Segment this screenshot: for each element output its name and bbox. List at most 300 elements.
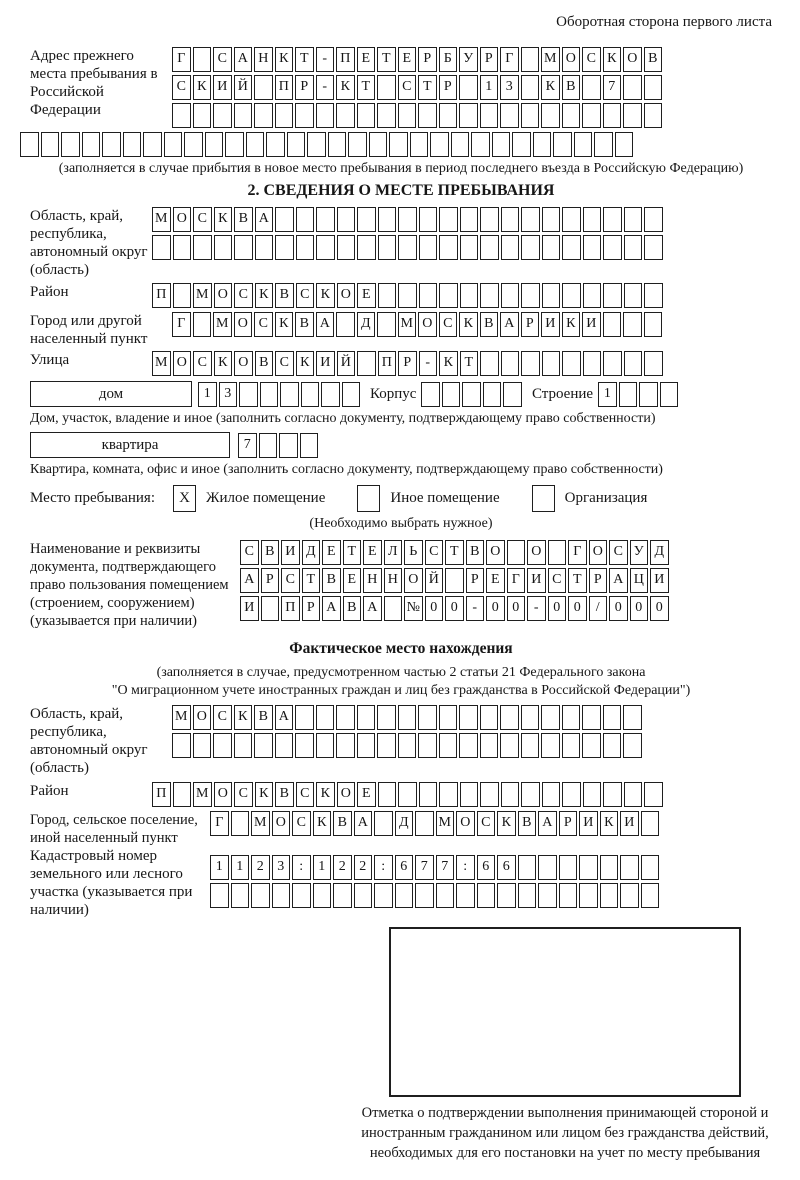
- char-cell: [231, 883, 250, 908]
- char-cell: [374, 883, 393, 908]
- char-cell: Г: [210, 811, 229, 836]
- char-cell: Т: [357, 75, 376, 100]
- char-cell: [583, 351, 602, 376]
- char-cell: [538, 883, 557, 908]
- char-cell: [172, 733, 191, 758]
- char-cell: О: [234, 312, 253, 337]
- char-cell: [497, 883, 516, 908]
- mesto-caption: (Необходимо выбрать нужное): [309, 516, 493, 531]
- mesto-row: [30, 485, 772, 512]
- char-cell: [389, 132, 408, 157]
- char-cell: И: [582, 312, 601, 337]
- char-cell: [644, 75, 663, 100]
- char-cell: [644, 312, 663, 337]
- kadastr-rows: [210, 847, 659, 908]
- char-cell: О: [214, 782, 233, 807]
- char-cell: [337, 207, 356, 232]
- char-cell: О: [214, 283, 233, 308]
- char-cell: К: [600, 811, 619, 836]
- char-cell: П: [281, 596, 300, 621]
- char-cell: [421, 382, 440, 407]
- char-cell: [333, 883, 352, 908]
- char-cell: [623, 705, 642, 730]
- char-cell: [623, 312, 642, 337]
- char-cell: Т: [568, 568, 587, 593]
- char-cell: [503, 382, 522, 407]
- char-cell: К: [296, 351, 315, 376]
- char-cell: Е: [363, 540, 382, 565]
- char-cell: В: [254, 705, 273, 730]
- char-cell: [603, 283, 622, 308]
- prev-address-rows: [172, 47, 662, 128]
- char-cell: М: [541, 47, 560, 72]
- char-cell: [254, 103, 273, 128]
- char-cell: [471, 132, 490, 157]
- char-cell: А: [322, 596, 341, 621]
- char-cell: [82, 132, 101, 157]
- char-cell: 7: [415, 855, 434, 880]
- factual-oblast-label: Область, край, республика, автономный округ (область): [30, 706, 148, 776]
- char-cell: [374, 811, 393, 836]
- char-cell: А: [240, 568, 259, 593]
- char-cell: В: [562, 75, 581, 100]
- char-cell: [480, 733, 499, 758]
- factual-caption-line2: "О миграционном учете иностранных граждан и лиц без гражданства в Российской Федерации"): [111, 683, 691, 698]
- char-cell: К: [336, 75, 355, 100]
- char-cell: В: [480, 312, 499, 337]
- char-cell: Р: [589, 568, 608, 593]
- char-cell: П: [378, 351, 397, 376]
- prev-address-row-1: [172, 47, 662, 72]
- char-cell: Е: [322, 540, 341, 565]
- prev-address-row-4: [20, 132, 772, 157]
- char-cell: [483, 382, 502, 407]
- char-cell: Т: [343, 540, 362, 565]
- char-cell: [518, 855, 537, 880]
- char-cell: [521, 207, 540, 232]
- char-cell: [439, 782, 458, 807]
- char-cell: 6: [497, 855, 516, 880]
- char-cell: [398, 733, 417, 758]
- char-cell: [480, 351, 499, 376]
- kadastr-row-2: [210, 883, 659, 908]
- char-cell: О: [418, 312, 437, 337]
- char-cell: И: [316, 351, 335, 376]
- char-cell: В: [644, 47, 663, 72]
- char-cell: С: [234, 782, 253, 807]
- char-cell: [477, 883, 496, 908]
- char-cell: А: [234, 47, 253, 72]
- char-cell: [164, 132, 183, 157]
- char-cell: [415, 883, 434, 908]
- char-cell: Р: [302, 596, 321, 621]
- char-cell: И: [213, 75, 232, 100]
- char-cell: [480, 235, 499, 260]
- char-cell: [603, 782, 622, 807]
- char-cell: :: [374, 855, 393, 880]
- char-cell: [143, 132, 162, 157]
- char-cell: К: [316, 283, 335, 308]
- char-cell: [377, 103, 396, 128]
- char-cell: [533, 132, 552, 157]
- char-cell: [415, 811, 434, 836]
- char-cell: П: [275, 75, 294, 100]
- char-cell: -: [419, 351, 438, 376]
- char-cell: Р: [295, 75, 314, 100]
- char-cell: А: [609, 568, 628, 593]
- char-cell: [419, 207, 438, 232]
- char-cell: У: [459, 47, 478, 72]
- char-cell: С: [439, 312, 458, 337]
- dom-cells: [198, 382, 360, 407]
- char-cell: [542, 351, 561, 376]
- char-cell: [377, 705, 396, 730]
- oblast-rows: [152, 207, 663, 260]
- char-cell: [357, 351, 376, 376]
- char-cell: [624, 235, 643, 260]
- prev-address-row-3: [172, 103, 662, 128]
- factual-oblast-rows: [172, 705, 642, 758]
- char-cell: [480, 782, 499, 807]
- char-cell: [395, 883, 414, 908]
- char-cell: [193, 47, 212, 72]
- factual-gorod-row: [210, 811, 659, 836]
- char-cell: [521, 47, 540, 72]
- factual-oblast-row-1: [172, 705, 642, 730]
- prev-address-row-2: [172, 75, 662, 100]
- char-cell: [300, 433, 319, 458]
- char-cell: Д: [395, 811, 414, 836]
- char-cell: О: [173, 207, 192, 232]
- char-cell: [542, 207, 561, 232]
- gorod-label: Город или другой населенный пункт: [30, 313, 148, 347]
- char-cell: [439, 235, 458, 260]
- char-cell: [61, 132, 80, 157]
- factual-gorod-block: [30, 811, 772, 847]
- char-cell: М: [172, 705, 191, 730]
- char-cell: С: [172, 75, 191, 100]
- organizatsiya-label: Организация: [564, 490, 648, 506]
- oblast-block: [30, 207, 772, 279]
- char-cell: [460, 782, 479, 807]
- char-cell: [296, 235, 315, 260]
- char-cell: [172, 103, 191, 128]
- char-cell: С: [425, 540, 444, 565]
- char-cell: [501, 235, 520, 260]
- char-cell: И: [240, 596, 259, 621]
- char-cell: [246, 132, 265, 157]
- char-cell: 1: [598, 382, 617, 407]
- char-cell: [279, 433, 298, 458]
- char-cell: [620, 855, 639, 880]
- char-cell: 1: [313, 855, 332, 880]
- char-cell: 0: [486, 596, 505, 621]
- char-cell: Д: [357, 312, 376, 337]
- char-cell: Т: [445, 540, 464, 565]
- page-side-note: Оборотная сторона первого листа: [556, 14, 772, 30]
- char-cell: К: [497, 811, 516, 836]
- ulitsa-row: [152, 351, 663, 376]
- char-cell: С: [193, 207, 212, 232]
- doc-block: [30, 540, 772, 630]
- char-cell: С: [213, 47, 232, 72]
- char-cell: А: [500, 312, 519, 337]
- char-cell: А: [316, 312, 335, 337]
- char-cell: [603, 235, 622, 260]
- char-cell: [644, 235, 663, 260]
- char-cell: Р: [439, 75, 458, 100]
- char-cell: [501, 283, 520, 308]
- char-cell: К: [313, 811, 332, 836]
- char-cell: С: [240, 540, 259, 565]
- char-cell: М: [436, 811, 455, 836]
- dom-field-box: дом: [30, 381, 192, 407]
- char-cell: О: [234, 351, 253, 376]
- char-cell: С: [609, 540, 628, 565]
- char-cell: [173, 235, 192, 260]
- char-cell: [562, 207, 581, 232]
- char-cell: [272, 883, 291, 908]
- gorod-block: [30, 312, 772, 348]
- char-cell: [280, 382, 299, 407]
- char-cell: [579, 855, 598, 880]
- char-cell: [459, 75, 478, 100]
- char-cell: [234, 103, 253, 128]
- char-cell: 1: [210, 855, 229, 880]
- char-cell: [398, 103, 417, 128]
- char-cell: В: [275, 782, 294, 807]
- char-cell: Й: [234, 75, 253, 100]
- char-cell: В: [261, 540, 280, 565]
- char-cell: 1: [231, 855, 250, 880]
- char-cell: [193, 103, 212, 128]
- doc-rows: [240, 540, 669, 621]
- stroenie-label: Строение: [531, 385, 594, 402]
- char-cell: Е: [486, 568, 505, 593]
- char-cell: В: [333, 811, 352, 836]
- char-cell: 0: [609, 596, 628, 621]
- char-cell: [275, 103, 294, 128]
- char-cell: С: [296, 283, 315, 308]
- char-cell: [644, 283, 663, 308]
- char-cell: [316, 235, 335, 260]
- char-cell: [583, 782, 602, 807]
- char-cell: [307, 132, 326, 157]
- char-cell: [410, 132, 429, 157]
- char-cell: [152, 235, 171, 260]
- char-cell: В: [255, 351, 274, 376]
- oblast-label: Область, край, республика, автономный округ (область): [30, 208, 148, 278]
- char-cell: 0: [630, 596, 649, 621]
- char-cell: С: [477, 811, 496, 836]
- char-cell: [313, 883, 332, 908]
- char-cell: [398, 283, 417, 308]
- char-cell: 2: [354, 855, 373, 880]
- char-cell: С: [582, 47, 601, 72]
- char-cell: [439, 103, 458, 128]
- char-cell: [492, 132, 511, 157]
- char-cell: [518, 883, 537, 908]
- char-cell: К: [541, 75, 560, 100]
- char-cell: [619, 382, 638, 407]
- char-cell: Г: [172, 47, 191, 72]
- char-cell: [316, 705, 335, 730]
- char-cell: [603, 312, 622, 337]
- char-cell: [295, 705, 314, 730]
- char-cell: С: [275, 351, 294, 376]
- char-cell: И: [541, 312, 560, 337]
- char-cell: Н: [363, 568, 382, 593]
- kadastr-label: Кадастровый номер земельного или лесного участка (указывается при наличии): [30, 848, 193, 918]
- char-cell: [384, 596, 403, 621]
- char-cell: [254, 733, 273, 758]
- char-cell: [521, 705, 540, 730]
- zhiloe-checkbox: X: [173, 485, 196, 512]
- char-cell: [398, 705, 417, 730]
- char-cell: 3: [500, 75, 519, 100]
- char-cell: О: [193, 705, 212, 730]
- char-cell: 7: [436, 855, 455, 880]
- section2-heading: 2. СВЕДЕНИЯ О МЕСТЕ ПРЕБЫВАНИЯ: [247, 182, 555, 199]
- char-cell: [624, 207, 643, 232]
- char-cell: Й: [425, 568, 444, 593]
- prev-address-caption: (заполняется в случае прибытия в новое место пребывания в период последнего въезда в Российскую Федерацию): [58, 161, 744, 176]
- char-cell: [418, 103, 437, 128]
- char-cell: [623, 733, 642, 758]
- char-cell: [342, 382, 361, 407]
- char-cell: 2: [251, 855, 270, 880]
- kvartira-field-box: квартира: [30, 432, 230, 458]
- char-cell: [369, 132, 388, 157]
- char-cell: К: [214, 351, 233, 376]
- char-cell: О: [623, 47, 642, 72]
- char-cell: -: [527, 596, 546, 621]
- char-cell: [562, 733, 581, 758]
- char-cell: [316, 733, 335, 758]
- inoe-label: Иное помещение: [390, 490, 500, 506]
- char-cell: [295, 733, 314, 758]
- kadastr-block: [30, 847, 772, 919]
- char-cell: С: [296, 782, 315, 807]
- char-cell: Е: [357, 782, 376, 807]
- char-cell: [234, 733, 253, 758]
- char-cell: [624, 351, 643, 376]
- char-cell: [445, 568, 464, 593]
- char-cell: П: [336, 47, 355, 72]
- factual-oblast-block: [30, 705, 772, 777]
- char-cell: [603, 351, 622, 376]
- korpus-label: Корпус: [370, 385, 417, 402]
- factual-gorod-label: Город, сельское поселение, иной населенный пункт: [30, 812, 198, 846]
- char-cell: [624, 782, 643, 807]
- char-cell: [254, 75, 273, 100]
- char-cell: Е: [343, 568, 362, 593]
- char-cell: А: [255, 207, 274, 232]
- char-cell: [594, 132, 613, 157]
- char-cell: У: [630, 540, 649, 565]
- char-cell: [600, 883, 619, 908]
- char-cell: [419, 283, 438, 308]
- char-cell: [378, 283, 397, 308]
- char-cell: [574, 132, 593, 157]
- char-cell: Л: [384, 540, 403, 565]
- char-cell: [644, 782, 663, 807]
- char-cell: Г: [507, 568, 526, 593]
- char-cell: [234, 235, 253, 260]
- char-cell: Ц: [630, 568, 649, 593]
- char-cell: [603, 103, 622, 128]
- char-cell: [615, 132, 634, 157]
- char-cell: 0: [507, 596, 526, 621]
- char-cell: [439, 207, 458, 232]
- char-cell: Р: [418, 47, 437, 72]
- raion-row: [152, 283, 663, 308]
- char-cell: Г: [568, 540, 587, 565]
- char-cell: [644, 103, 663, 128]
- char-cell: [251, 883, 270, 908]
- char-cell: Е: [357, 283, 376, 308]
- char-cell: [562, 351, 581, 376]
- char-cell: Г: [500, 47, 519, 72]
- char-cell: С: [292, 811, 311, 836]
- char-cell: [583, 207, 602, 232]
- char-cell: [548, 540, 567, 565]
- char-cell: Ь: [404, 540, 423, 565]
- char-cell: [442, 382, 461, 407]
- doc-label: Наименование и реквизиты документа, подтверждающего право пользования помещением (строением, сооружением) (указывается при наличии): [30, 541, 229, 629]
- char-cell: Р: [559, 811, 578, 836]
- char-cell: В: [234, 207, 253, 232]
- char-cell: [184, 132, 203, 157]
- char-cell: [553, 132, 572, 157]
- char-cell: А: [354, 811, 373, 836]
- char-cell: [430, 132, 449, 157]
- char-cell: [500, 705, 519, 730]
- confirmation-mark-box: [389, 927, 741, 1097]
- char-cell: А: [363, 596, 382, 621]
- ulitsa-label: Улица: [30, 352, 70, 368]
- char-cell: [398, 235, 417, 260]
- char-cell: [480, 103, 499, 128]
- char-cell: [542, 782, 561, 807]
- char-cell: [336, 705, 355, 730]
- factual-heading: Фактическое место нахождения: [289, 640, 513, 657]
- char-cell: [501, 782, 520, 807]
- char-cell: [480, 283, 499, 308]
- char-cell: [102, 132, 121, 157]
- char-cell: [357, 207, 376, 232]
- char-cell: Е: [398, 47, 417, 72]
- char-cell: [512, 132, 531, 157]
- char-cell: 6: [395, 855, 414, 880]
- char-cell: [641, 855, 660, 880]
- char-cell: -: [466, 596, 485, 621]
- char-cell: [378, 235, 397, 260]
- oblast-row-1: [152, 207, 663, 232]
- char-cell: -: [316, 47, 335, 72]
- char-cell: [398, 207, 417, 232]
- organizatsiya-checkbox: [532, 485, 555, 512]
- char-cell: [538, 855, 557, 880]
- char-cell: [582, 75, 601, 100]
- korpus-cells: [421, 382, 522, 407]
- mesto-label: Место пребывания:: [30, 490, 155, 506]
- kvartira-caption: Квартира, комната, офис и иное (заполнить согласно документу, подтверждающему право собственности): [30, 462, 663, 477]
- char-cell: Т: [295, 47, 314, 72]
- char-cell: [623, 75, 642, 100]
- char-cell: 0: [548, 596, 567, 621]
- inoe-checkbox: [357, 485, 380, 512]
